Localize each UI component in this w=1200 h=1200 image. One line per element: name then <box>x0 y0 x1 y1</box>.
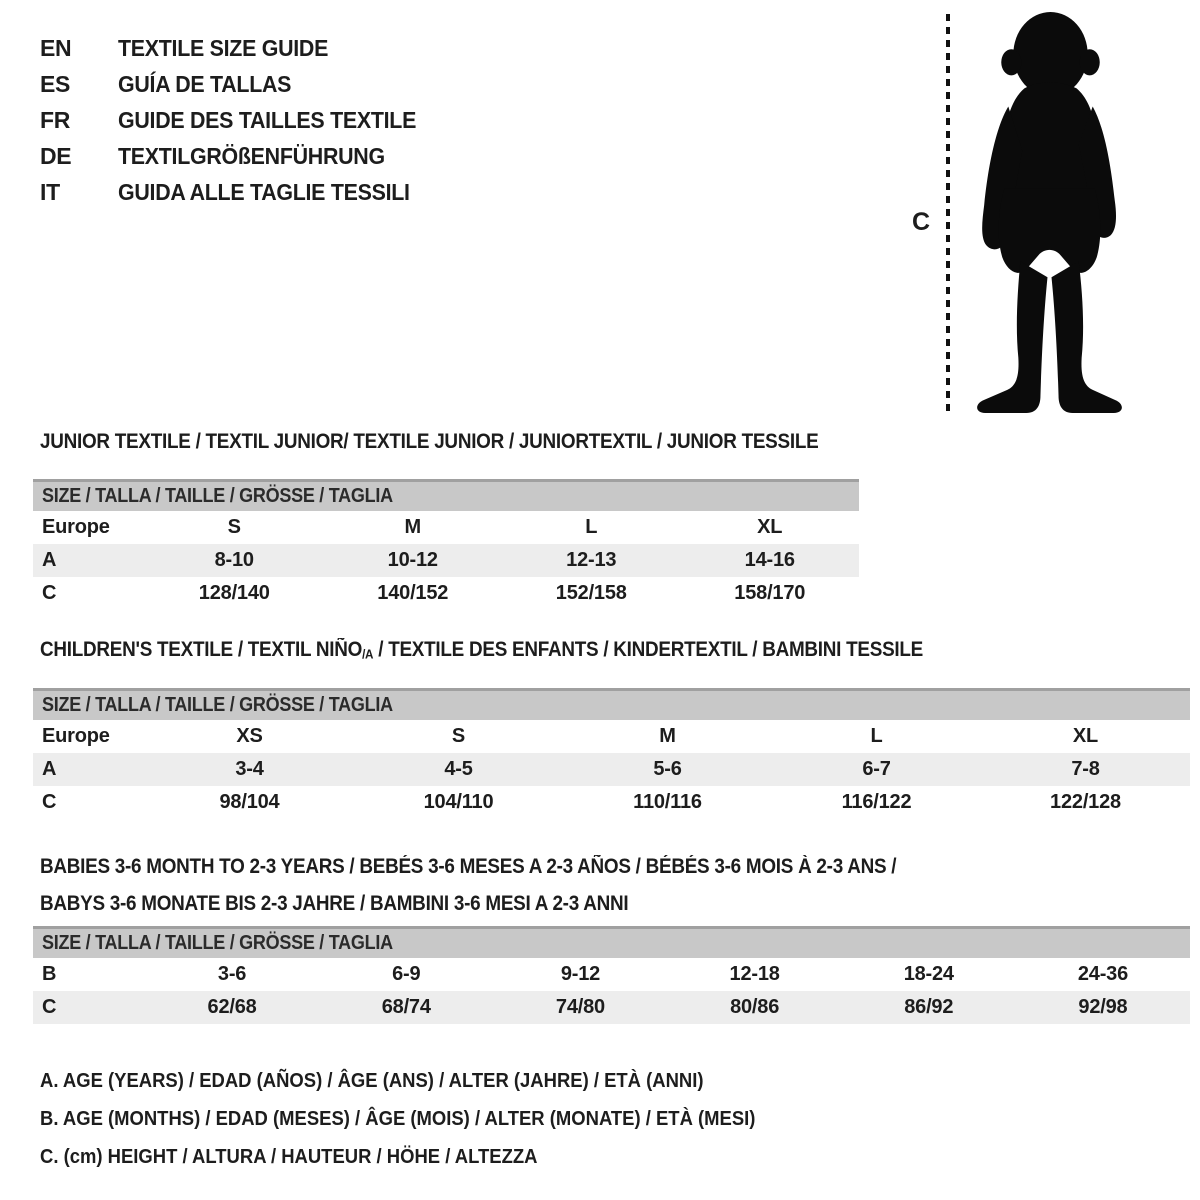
junior-size-table <box>33 479 859 610</box>
table-cell: 24-36 <box>1077 963 1129 985</box>
height-measure-label: C <box>912 208 931 236</box>
babies-heading-line1: BABIES 3-6 MONTH TO 2-3 YEARS / BEBÉS 3-6 MESES A 2-3 AÑOS / BÉBÉS 3-6 MOIS À 2-3 ANS / <box>40 855 897 878</box>
table-cell: 68/74 <box>381 996 431 1018</box>
language-code: IT <box>40 179 60 205</box>
guide-title-en <box>118 30 344 66</box>
size-header-bar <box>33 926 1190 958</box>
table-row <box>33 786 1190 819</box>
size-header-bar <box>33 688 1190 720</box>
heading-part: / TEXTILE DES ENFANTS / KINDERTEXTIL / BAMBINI TESSILE <box>373 638 924 661</box>
size-header-label: SIZE / TALLA / TAILLE / GRÖSSE / TAGLIA <box>42 485 393 507</box>
language-code: EN <box>40 35 72 61</box>
language-row-es <box>40 66 439 102</box>
table-row <box>33 753 1190 786</box>
table-cell: 92/98 <box>1078 996 1128 1018</box>
table-row <box>33 511 859 544</box>
size-header-bar <box>33 479 859 511</box>
row-label: C <box>42 791 57 813</box>
row-label: A <box>42 758 57 780</box>
toddler-silhouette <box>960 8 1140 422</box>
language-header <box>40 30 439 210</box>
table-cell: 3-6 <box>217 963 247 985</box>
table-cell: M <box>659 725 676 747</box>
babies-heading-line2: BABYS 3-6 MONATE BIS 2-3 JAHRE / BAMBINI 3-6 MESI A 2-3 ANNI <box>40 892 629 915</box>
guide-title-text: GUIDA ALLE TAGLIE TESSILI <box>118 179 410 205</box>
table-cell: 140/152 <box>377 582 449 604</box>
dashed-height-line <box>946 14 950 416</box>
table-cell: 8-10 <box>214 549 254 571</box>
guide-title-it <box>118 174 432 210</box>
row-label: Europe <box>42 516 110 538</box>
table-cell: 104/110 <box>423 791 494 813</box>
language-row-it <box>40 174 439 210</box>
measure-legend <box>40 1062 835 1176</box>
table-cell: 12-18 <box>729 963 780 985</box>
legend-line-c-text: C. (cm) HEIGHT / ALTURA / HAUTEUR / HÖHE / ALTEZZA <box>40 1145 538 1168</box>
table-row <box>33 577 859 610</box>
children-section-heading <box>40 638 1021 662</box>
legend-line-b <box>40 1100 835 1138</box>
guide-title-text: TEXTILGRÖßENFÜHRUNG <box>118 143 385 169</box>
table-cell: XS <box>236 725 263 747</box>
table-cell: XL <box>1072 725 1099 747</box>
heading-subscript: /A <box>362 646 374 662</box>
children-size-table <box>33 688 1190 819</box>
table-cell: 14-16 <box>744 549 795 571</box>
table-cell: XL <box>757 516 783 538</box>
guide-title-text: TEXTILE SIZE GUIDE <box>118 35 329 61</box>
table-row <box>33 544 859 577</box>
guide-title-es <box>118 66 304 102</box>
table-cell: 7-8 <box>1071 758 1100 780</box>
legend-line-a-text: A. AGE (YEARS) / EDAD (AÑOS) / ÂGE (ANS) / ALTER (JAHRE) / ETÀ (ANNI) <box>40 1069 704 1092</box>
junior-section-heading <box>40 430 905 454</box>
legend-line-b-text: B. AGE (MONTHS) / EDAD (MESES) / ÂGE (MOIS) / ALTER (MONATE) / ETÀ (MESI) <box>40 1107 756 1130</box>
language-row-en <box>40 30 439 66</box>
table-cell: 86/92 <box>904 996 954 1018</box>
guide-title-de <box>118 138 405 174</box>
table-cell: L <box>585 516 598 538</box>
table-cell: 110/116 <box>633 791 702 813</box>
table-cell: 80/86 <box>730 996 780 1018</box>
table-cell: 6-9 <box>392 963 421 985</box>
language-row-fr <box>40 102 439 138</box>
table-cell: 128/140 <box>198 582 270 604</box>
table-cell: 18-24 <box>903 963 954 985</box>
junior-section-heading-text: JUNIOR TEXTILE / TEXTIL JUNIOR/ TEXTILE JUNIOR / JUNIORTEXTIL / JUNIOR TESSILE <box>40 430 819 453</box>
babies-section-heading <box>40 848 991 922</box>
guide-title-fr <box>118 102 439 138</box>
table-cell: 62/68 <box>207 996 257 1018</box>
legend-line-c <box>40 1138 835 1176</box>
table-cell: 122/128 <box>1050 791 1121 813</box>
table-cell: 152/158 <box>555 582 627 604</box>
table-cell: 74/80 <box>555 996 605 1018</box>
table-row <box>33 958 1190 991</box>
table-cell: 12-13 <box>566 549 617 571</box>
size-header-label: SIZE / TALLA / TAILLE / GRÖSSE / TAGLIA <box>42 694 393 716</box>
guide-title-text: GUIDE DES TAILLES TEXTILE <box>118 107 417 133</box>
heading-part: CHILDREN'S TEXTILE / TEXTIL NIÑO <box>40 638 363 661</box>
table-cell: L <box>870 725 883 747</box>
table-row <box>33 991 1190 1024</box>
table-cell: 5-6 <box>653 758 682 780</box>
size-header-label: SIZE / TALLA / TAILLE / GRÖSSE / TAGLIA <box>42 932 393 954</box>
table-cell: S <box>451 725 466 747</box>
table-cell: 10-12 <box>387 549 438 571</box>
row-label: B <box>42 963 57 985</box>
table-row <box>33 720 1190 753</box>
table-cell: 158/170 <box>734 582 806 604</box>
row-label: C <box>42 582 57 604</box>
table-cell: 6-7 <box>862 758 891 780</box>
language-code: DE <box>40 143 72 169</box>
table-cell: M <box>404 516 421 538</box>
language-code: ES <box>40 71 71 97</box>
table-cell: S <box>227 516 241 538</box>
row-label: A <box>42 549 57 571</box>
row-label: C <box>42 996 57 1018</box>
table-cell: 3-4 <box>235 758 264 780</box>
language-row-de <box>40 138 439 174</box>
legend-line-a <box>40 1062 835 1100</box>
children-section-heading-text <box>40 638 923 662</box>
row-label: Europe <box>42 725 110 747</box>
guide-title-text: GUÍA DE TALLAS <box>118 71 292 97</box>
table-cell: 4-5 <box>444 758 473 780</box>
table-cell: 116/122 <box>841 791 912 813</box>
language-code: FR <box>40 107 71 133</box>
table-cell: 98/104 <box>219 791 280 813</box>
table-cell: 9-12 <box>560 963 601 985</box>
babies-size-table <box>33 926 1190 1024</box>
